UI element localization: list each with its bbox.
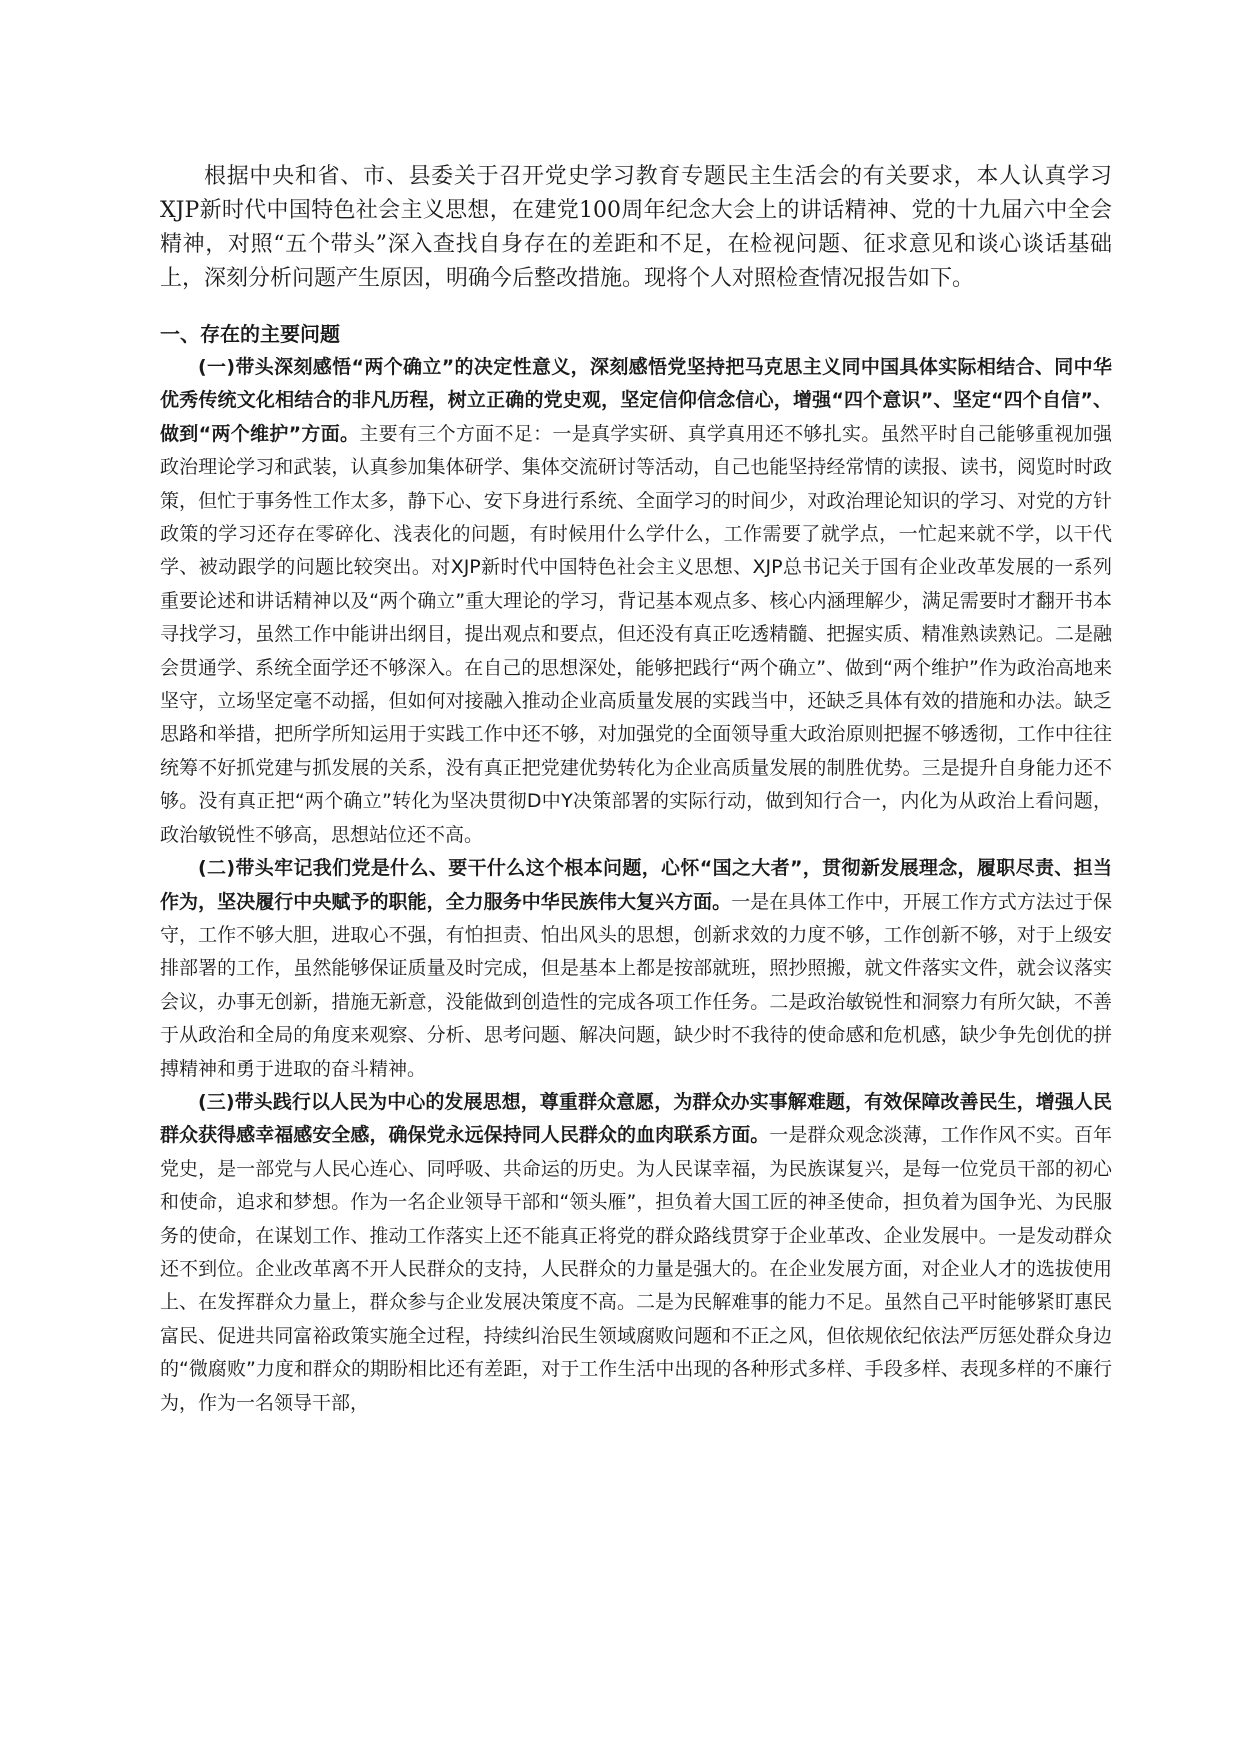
paragraph-1 [160,351,1112,852]
paragraph-1-body: 主要有三个方面不足：一是真学实研、真学真用还不够扎实。虽然平时自己能够重视加强政治理论学习和武装，认真参加集体研学、集体交流研讨等活动，自己也能坚持经常情的读报、读书，阅览时时政策，但忙于事务性工作太多，静下心、安下身进行系统、全面学习的时间少，对政治理论知识的学习、对党的方针政策的学习还存在零碎化、浅表化的问题，有时候用什么学什么，工作需要了就学点，一忙起来就不学，以干代学、被动跟学的问题比较突出。对XJP新时代中国特色社会主义思想、XJP总书记关于国有企业改革发展的一系列重要论述和讲话精神以及“两个确立”重大理论的学习，背记基本观点多、核心内涵理解少，满足需要时才翻开书本寻找学习，虽然工作中能讲出纲目，提出观点和要点，但还没有真正吃透精髓、把握实质、精准熟读熟记。二是融会贯通学、系统全面学还不够深入。在自己的思想深处，能够把践行“两个确立”、做到“两个维护”作为政治高地来坚守，立场坚定毫不动摇，但如何对接融入推动企业高质量发展的实践当中，还缺乏具体有效的措施和办法。缺乏思路和举措，把所学所知运用于实践工作中还不够，对加强党的全面领导重大政治原则把握不够透彻，工作中往往统筹不好抓党建与抓发展的关系，没有真正把党建优势转化为企业高质量发展的制胜优势。三是提升自身能力还不够。没有真正把“两个确立”转化为坚决贯彻D中Y决策部署的实际行动，做到知行合一，内化为从政治上看问题，政治敏锐性不够高，思想站位还不高。 [160,422,1112,846]
paragraph-3 [160,1086,1112,1420]
paragraph-1-lead: (一)带头深刻感悟“两个确立”的决定性意义，深刻感悟党坚持把马克思主义同中国具体实际相结合、同中华优秀传统文化相结合的非凡历程，树立正确的党史观，坚定信仰信念信心，增强“四个意识”、坚定“四个自信”、做到“两个维护”方面。 [160,356,1112,445]
paragraph-3-lead: (三)带头践行以人民为中心的发展思想，尊重群众意愿，为群众办实事解难题，有效保障改善民生，增强人民群众获得感幸福感安全感，确保党永远保持同人民群众的血肉联系方面。 [160,1090,1112,1147]
paragraph-3-body: 一是群众观念淡薄，工作作风不实。百年党史，是一部党与人民心连心、同呼吸、共命运的历史。为人民谋幸福，为民族谋复兴，是每一位党员干部的初心和使命，追求和梦想。作为一名企业领导干部和“领头雁”，担负着大国工匠的神圣使命，担负着为国争光、为民服务的使命，在谋划工作、推动工作落实上还不能真正将党的群众路线贯穿于企业革改、企业发展中。一是发动群众还不到位。企业改革离不开人民群众的支持，人民群众的力量是强大的。在企业发展方面，对企业人才的选拔使用上、在发挥群众力量上，群众参与企业发展决策度不高。二是为民解难事的能力不足。虽然自己平时能够紧盯惠民富民、促进共同富裕政策实施全过程，持续纠治民生领域腐败问题和不正之风，但依规依纪依法严厉惩处群众身边的“微腐败”力度和群众的期盼相比还有差距，对于工作生活中出现的各种形式多样、手段多样、表现多样的不廉行为，作为一名领导干部， [160,1124,1112,1414]
intro-paragraph: 根据中央和省、市、县委关于召开党史学习教育专题民主生活会的有关要求，本人认真学习XJP新时代中国特色社会主义思想，在建党100周年纪念大会上的讲话精神、党的十九届六中全会精神，对照“五个带头”深入查找自身存在的差距和不足，在检视问题、征求意见和谈心谈话基础上，深刻分析问题产生原因，明确今后整改措施。现将个人对照检查情况报告如下。 [160,164,1112,291]
paragraph-2-body: 一是在具体工作中，开展工作方式方法过于保守，工作不够大胆，进取心不强，有怕担责、怕出风头的思想，创新求效的力度不够，工作创新不够，对于上级安排部署的工作，虽然能够保证质量及时完成，但是基本上都是按部就班，照抄照搬，就文件落实文件，就会议落实会议，办事无创新，措施无新意，没能做到创造性的完成各项工作任务。二是政治敏锐性和洞察力有所欠缺，不善于从政治和全局的角度来观察、分析、思考问题、解决问题，缺少时不我待的使命感和危机感，缺少争先创优的拼搏精神和勇于进取的奋斗精神。 [160,890,1112,1080]
document-body [160,160,1112,1420]
paragraph-2-lead: (二)带头牢记我们党是什么、要干什么这个根本问题，心怀“国之大者”，贯彻新发展理念，履职尽责、担当作为，坚决履行中央赋予的职能，全力服务中华民族伟大复兴方面。 [160,857,1112,913]
paragraph-2 [160,852,1112,1086]
section-heading: 一、存在的主要问题 [160,322,340,346]
